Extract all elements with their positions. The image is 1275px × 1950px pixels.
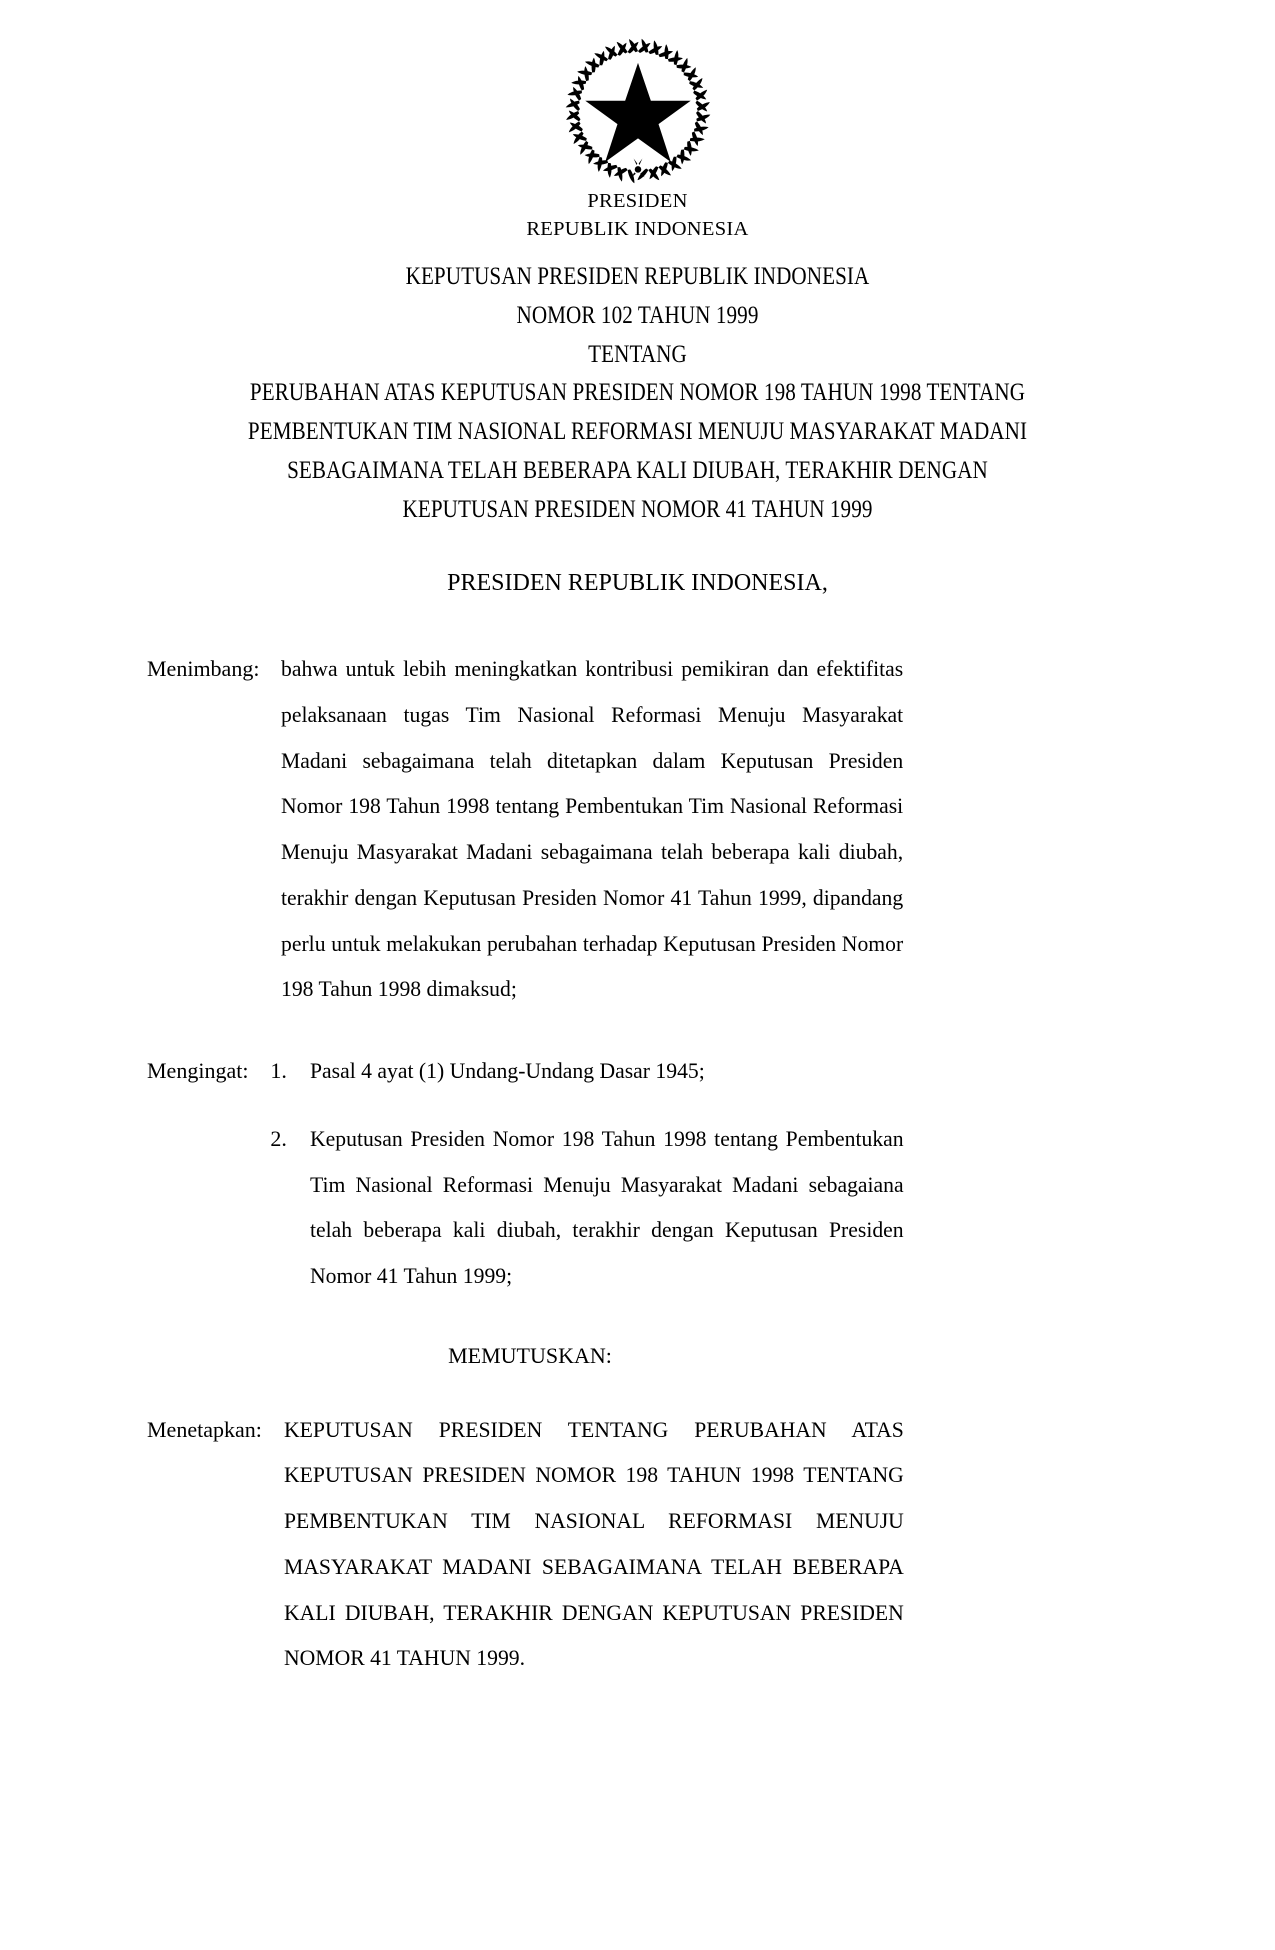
list-item-number: 2. xyxy=(270,1125,287,1151)
header-line-republik-indonesia: REPUBLIK INDONESIA xyxy=(526,218,749,241)
label-mengingat: Mengingat xyxy=(147,1058,243,1083)
paragraph-menimbang: bahwa untuk lebih meningkatkan kontribusi pemikiran dan efektifitas pelaksanaan tugas Tim Nasional Reformasi Menuju Masyarakat Madani sebagaimana telah ditetapkan dalam Keputusan Presiden Nomor 198 Tahun 1998 tentang Pembentukan Tim Nasional Reformasi Menuju Masyarakat Madani sebagaimana telah beberapa kali diubah, terakhir dengan Keputusan Presiden Nomor 41 Tahun 1999, dipandang perlu untuk melakukan perubahan terhadap Keputusan Presiden Nomor 198 Tahun 1998 dimaksud; xyxy=(281,656,904,1002)
title-line: SEBAGAIMANA TELAH BEBERAPA KALI DIUBAH, TERAKHIR DENGAN xyxy=(287,456,988,484)
subheading-presiden-republik-indonesia: PRESIDEN REPUBLIK INDONESIA, xyxy=(447,570,828,596)
memutuskan-heading: MEMUTUSKAN: xyxy=(448,1342,612,1368)
emblem-container xyxy=(0,38,1275,189)
header-line-presiden: PRESIDEN xyxy=(587,190,688,212)
colon-menimbang: : xyxy=(253,656,260,681)
list-item-text: Pasal 4 ayat (1) Undang-Undang Dasar 1945; xyxy=(310,1058,706,1083)
label-menetapkan: Menetapkan xyxy=(147,1416,256,1442)
list-item xyxy=(270,1048,913,1094)
title-line: KEPUTUSAN PRESIDEN NOMOR 41 TAHUN 1999 xyxy=(402,495,873,523)
title-line: KEPUTUSAN PRESIDEN REPUBLIK INDONESIA xyxy=(405,263,870,290)
content-menetapkan xyxy=(284,1407,913,1682)
content-mengingat xyxy=(270,1048,913,1299)
document-title-block xyxy=(60,258,1215,529)
list-item-text: Keputusan Presiden Nomor 198 Tahun 1998 tentang Pembentukan Tim Nasional Reformasi Menuju Masyarakat Madani sebagaiana telah beberapa kali diubah, terakhir dengan Keputusan Presiden Nomor 41 Tahun 1999; xyxy=(310,1125,904,1288)
list-item xyxy=(270,1116,913,1299)
clause-mengingat xyxy=(147,1048,913,1299)
list-item-number: 1. xyxy=(270,1058,287,1083)
header-caption xyxy=(0,187,1275,244)
mengingat-list xyxy=(270,1048,913,1299)
colon-mengingat: : xyxy=(242,1058,249,1083)
clause-menetapkan xyxy=(147,1407,913,1682)
title-line: PERUBAHAN ATAS KEPUTUSAN PRESIDEN NOMOR 198 TAHUN 1998 TENTANG xyxy=(249,379,1026,407)
title-line: NOMOR 102 TAHUN 1999 xyxy=(516,301,759,329)
paragraph-menetapkan: KEPUTUSAN PRESIDEN TENTANG PERUBAHAN ATAS KEPUTUSAN PRESIDEN NOMOR 198 TAHUN 1998 TENTANG PEMBENTUKAN TIM NASIONAL REFORMASI MENUJU MASYARAKAT MADANI SEBAGAIMANA TELAH BEBERAPA KALI DIUBAH, TERAKHIR DENGAN KEPUTUSAN PRESIDEN NOMOR 41 TAHUN 1999. xyxy=(283,1416,904,1671)
spacer xyxy=(147,1038,913,1048)
title-line: TENTANG xyxy=(588,340,687,368)
label-menimbang: Menimbang xyxy=(147,656,254,681)
content-menimbang xyxy=(281,646,913,1012)
colon-menetapkan: : xyxy=(255,1416,262,1442)
title-line: PEMBENTUKAN TIM NASIONAL REFORMASI MENUJU MASYARAKAT MADANI xyxy=(247,418,1028,445)
indonesian-presidential-seal-icon xyxy=(565,38,711,184)
clause-menimbang xyxy=(147,646,913,1012)
document-body xyxy=(147,646,913,1681)
